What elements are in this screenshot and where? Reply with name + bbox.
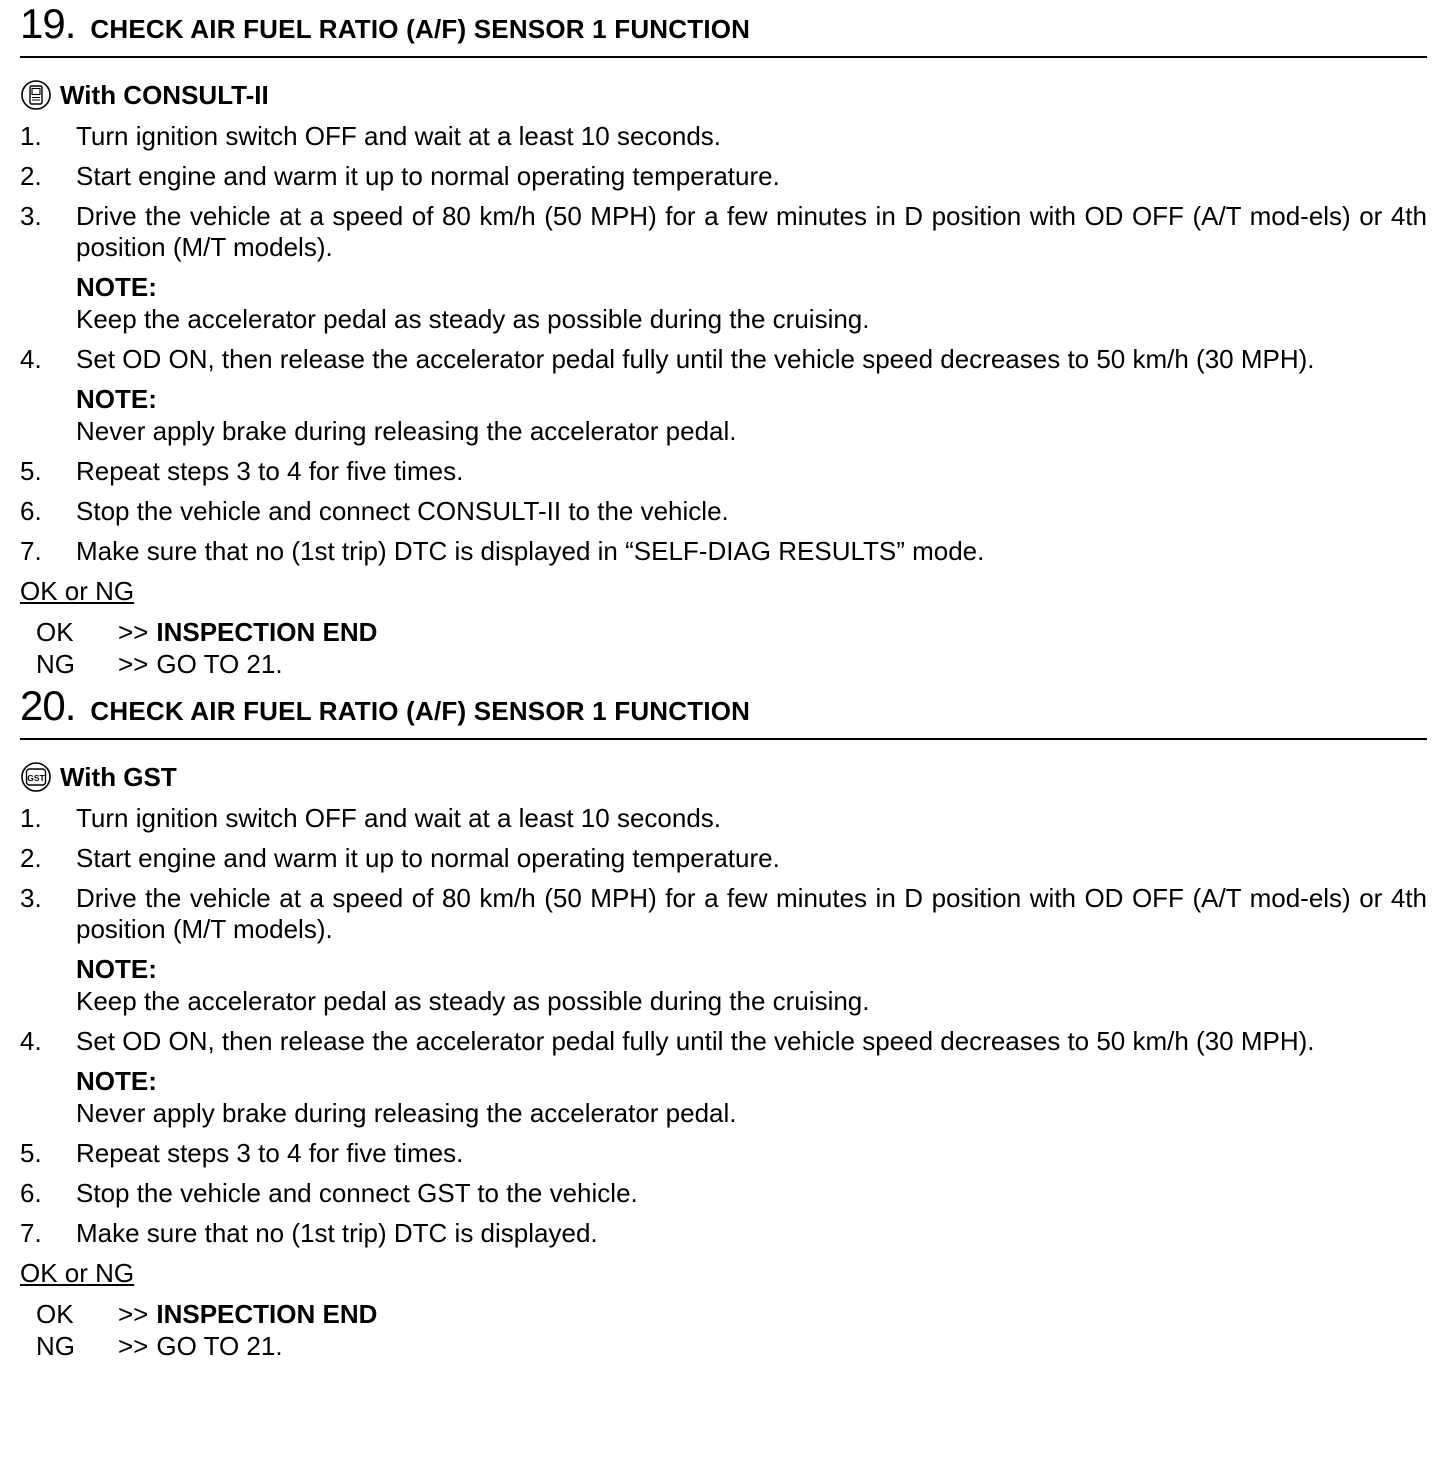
section-number: 19 xyxy=(20,0,65,47)
section-number: 20 xyxy=(20,682,65,729)
result-action: GO TO 21. xyxy=(156,1331,283,1361)
step-number: 2. xyxy=(20,843,42,873)
step-text: Make sure that no (1st trip) DTC is displayed. xyxy=(76,1218,598,1248)
consult-icon xyxy=(20,79,52,111)
method-heading xyxy=(20,760,1427,794)
result-row-ng xyxy=(20,1330,1427,1362)
section-number-dot: . xyxy=(64,682,77,729)
step-text: Set OD ON, then release the accelerator pedal fully until the vehicle speed decreases to 50 km/h (30 MPH). xyxy=(76,344,1315,374)
step-number: 2. xyxy=(20,161,42,191)
step-item xyxy=(20,456,1427,487)
note-text: Keep the accelerator pedal as steady as possible during the cruising. xyxy=(76,986,870,1016)
step-item xyxy=(20,536,1427,567)
step-number: 3. xyxy=(20,201,42,231)
section-number-dot: . xyxy=(64,0,77,47)
step-text: Start engine and warm it up to normal operating temperature. xyxy=(76,843,780,873)
step-item xyxy=(20,883,1427,1017)
svg-text:GST: GST xyxy=(27,773,45,783)
note-label: NOTE: xyxy=(76,954,157,984)
ok-or-ng-label: OK or NG xyxy=(20,576,135,606)
result-code: OK xyxy=(36,1299,74,1329)
note-label: NOTE: xyxy=(76,272,157,302)
section-title: CHECK AIR FUEL RATIO (A/F) SENSOR 1 FUNCTION xyxy=(90,696,751,726)
step-item xyxy=(20,843,1427,874)
note-text: Never apply brake during releasing the accelerator pedal. xyxy=(76,416,737,446)
step-text: Start engine and warm it up to normal operating temperature. xyxy=(76,161,780,191)
step-number: 7. xyxy=(20,536,42,566)
step-text: Drive the vehicle at a speed of 80 km/h (50 MPH) for a few minutes in D position with OD OFF (A/T mod-els) or 4th position (M/T models). xyxy=(76,201,1427,262)
step-item xyxy=(20,201,1427,335)
step-number: 4. xyxy=(20,1026,42,1056)
step-number: 6. xyxy=(20,1178,42,1208)
note-text: Never apply brake during releasing the accelerator pedal. xyxy=(76,1098,737,1128)
result-row-ok xyxy=(20,616,1427,648)
method-label: With GST xyxy=(60,761,177,792)
method-label: With CONSULT-II xyxy=(60,79,269,110)
document-page xyxy=(20,0,1427,1362)
section-20 xyxy=(20,682,1427,1362)
gst-icon xyxy=(20,761,52,793)
step-number: 7. xyxy=(20,1218,42,1248)
result-action: INSPECTION END xyxy=(156,617,378,647)
step-number: 5. xyxy=(20,456,42,486)
section-header xyxy=(20,682,1427,740)
result-row-ng xyxy=(20,648,1427,680)
note-label: NOTE: xyxy=(76,384,157,414)
step-number: 1. xyxy=(20,121,42,151)
result-list xyxy=(20,1298,1427,1362)
step-item xyxy=(20,344,1427,447)
note-text: Keep the accelerator pedal as steady as possible during the cruising. xyxy=(76,304,870,334)
step-item xyxy=(20,1138,1427,1169)
step-text: Make sure that no (1st trip) DTC is displayed in “SELF-DIAG RESULTS” mode. xyxy=(76,536,985,566)
step-text: Repeat steps 3 to 4 for five times. xyxy=(76,456,464,486)
step-text: Stop the vehicle and connect GST to the vehicle. xyxy=(76,1178,638,1208)
section-title: CHECK AIR FUEL RATIO (A/F) SENSOR 1 FUNCTION xyxy=(90,14,751,44)
result-code: OK xyxy=(36,617,74,647)
step-item xyxy=(20,1218,1427,1249)
step-number: 5. xyxy=(20,1138,42,1168)
step-item xyxy=(20,1026,1427,1129)
result-arrow: >> xyxy=(118,617,149,647)
step-text: Set OD ON, then release the accelerator pedal fully until the vehicle speed decreases to 50 km/h (30 MPH). xyxy=(76,1026,1315,1056)
section-header xyxy=(20,0,1427,58)
result-code: NG xyxy=(36,1331,75,1361)
step-item xyxy=(20,121,1427,152)
result-arrow: >> xyxy=(118,649,149,679)
section-19 xyxy=(20,0,1427,680)
step-text: Stop the vehicle and connect CONSULT-II to the vehicle. xyxy=(76,496,729,526)
step-text: Drive the vehicle at a speed of 80 km/h (50 MPH) for a few minutes in D position with OD OFF (A/T mod-els) or 4th position (M/T models). xyxy=(76,883,1427,944)
result-row-ok xyxy=(20,1298,1427,1330)
ok-or-ng-label: OK or NG xyxy=(20,1258,135,1288)
step-text: Turn ignition switch OFF and wait at a least 10 seconds. xyxy=(76,803,722,833)
step-number: 6. xyxy=(20,496,42,526)
step-number: 4. xyxy=(20,344,42,374)
step-number: 3. xyxy=(20,883,42,913)
result-arrow: >> xyxy=(118,1299,149,1329)
step-item xyxy=(20,496,1427,527)
note-label: NOTE: xyxy=(76,1066,157,1096)
method-heading xyxy=(20,78,1427,112)
result-code: NG xyxy=(36,649,75,679)
step-item xyxy=(20,1178,1427,1209)
result-action: GO TO 21. xyxy=(156,649,283,679)
step-text: Repeat steps 3 to 4 for five times. xyxy=(76,1138,464,1168)
step-number: 1. xyxy=(20,803,42,833)
step-item xyxy=(20,161,1427,192)
step-list xyxy=(20,803,1427,1249)
step-item xyxy=(20,803,1427,834)
result-list xyxy=(20,616,1427,680)
result-action: INSPECTION END xyxy=(156,1299,378,1329)
step-list xyxy=(20,121,1427,567)
result-arrow: >> xyxy=(118,1331,149,1361)
step-text: Turn ignition switch OFF and wait at a least 10 seconds. xyxy=(76,121,722,151)
